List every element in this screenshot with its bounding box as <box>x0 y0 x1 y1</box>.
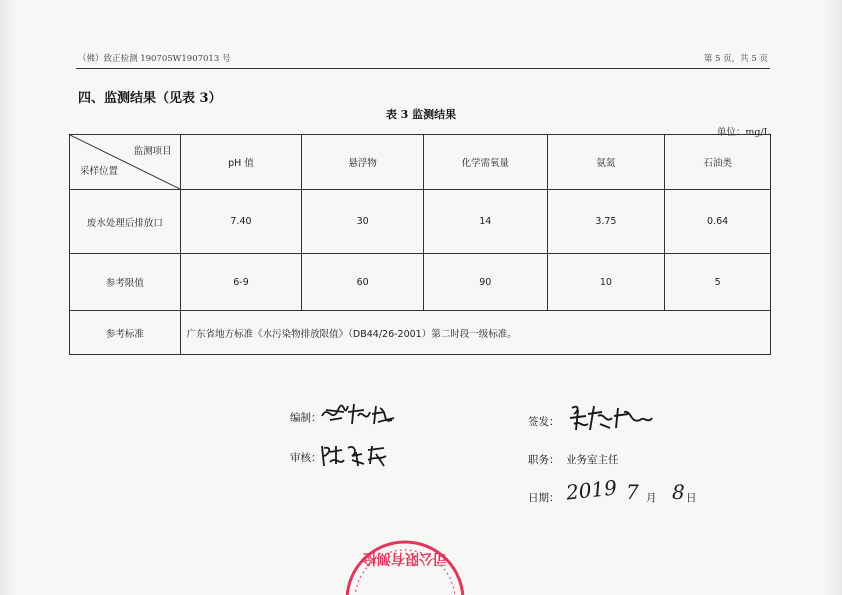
table-title: 表 3 监测结果 <box>385 108 457 121</box>
date-day-handwritten: 8 <box>672 480 685 504</box>
date-label: 日期： <box>528 492 560 504</box>
standard-row <box>70 311 771 355</box>
table-cell: 3.75 <box>547 190 665 254</box>
page-header <box>78 52 768 66</box>
compiler-label: 编制： <box>290 412 322 424</box>
table-cell: 0.64 <box>665 190 771 254</box>
row-label: 参考限值 <box>70 254 181 311</box>
section-title: 四、监测结果（见表 3） <box>78 91 222 106</box>
issuer-signature <box>566 400 654 434</box>
table-cell: 7.40 <box>180 190 302 254</box>
date-month-handwritten: 7 <box>626 480 639 504</box>
column-header: 悬浮物 <box>302 135 424 190</box>
standard-text: 广东省地方标准《水污染物排放限值》（DB44/26-2001）第二时段一级标准。 <box>180 311 770 355</box>
table-cell: 10 <box>547 254 665 311</box>
seal-text: 司公限有测检 <box>363 550 447 566</box>
date-year-handwritten: 2019 <box>564 475 619 505</box>
corner-label-location: 采样位置 <box>80 166 119 177</box>
header-rule <box>76 68 770 69</box>
compiler-signature <box>318 398 398 428</box>
position-label: 职务： <box>528 454 560 466</box>
row-label: 参考标准 <box>70 311 181 355</box>
row-label: 废水处理后排放口 <box>70 190 181 254</box>
column-header: 化学需氧量 <box>423 135 547 190</box>
corner-cell <box>70 135 181 190</box>
table-cell: 30 <box>302 190 424 254</box>
position-value: 业务室主任 <box>566 454 619 466</box>
table-header-row <box>70 135 771 190</box>
table-row <box>70 190 771 254</box>
column-header: pH 值 <box>180 135 302 190</box>
corner-label-item: 监测项目 <box>133 146 172 157</box>
company-seal <box>340 530 470 595</box>
date-day-unit: 日 <box>686 492 697 504</box>
reviewer-signature <box>318 440 390 470</box>
report-number: （佛）致正检测 190705W1907013 号 <box>78 54 231 64</box>
issuer-label: 签发： <box>528 416 560 428</box>
results-table <box>69 134 771 355</box>
date-month-unit: 月 <box>646 492 657 504</box>
table-cell: 60 <box>302 254 424 311</box>
table-cell: 14 <box>423 190 547 254</box>
reviewer-label: 审核： <box>290 452 322 464</box>
page-info: 第 5 页，共 5 页 <box>703 54 768 64</box>
table-cell: 5 <box>665 254 771 311</box>
column-header: 氨氮 <box>547 135 665 190</box>
table-cell: 90 <box>423 254 547 311</box>
column-header: 石油类 <box>665 135 771 190</box>
unit-label: 单位：mg/L <box>716 127 770 138</box>
table-row <box>70 254 771 311</box>
table-cell: 6-9 <box>180 254 302 311</box>
